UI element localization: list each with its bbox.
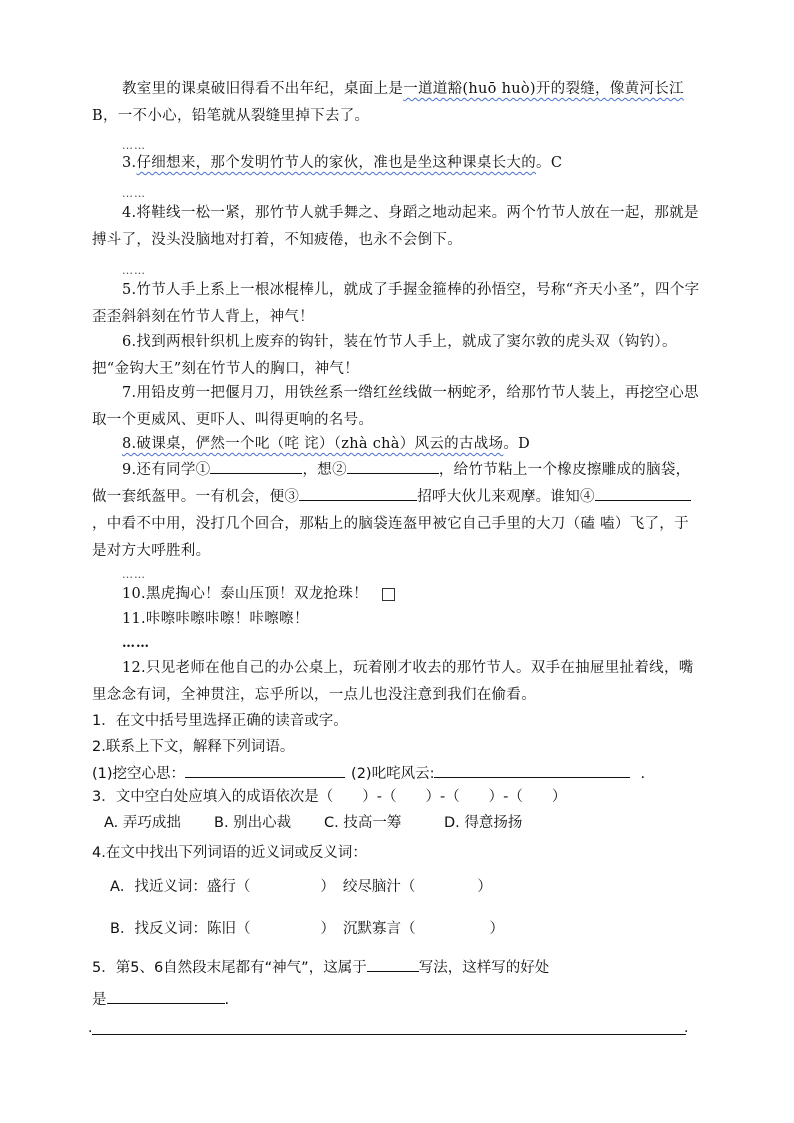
passage-paragraph-10 (92, 581, 702, 608)
question-4: 4.在文中找出下列词语的近义词或反义词： (92, 845, 367, 861)
paren-close: ） (477, 879, 492, 895)
passage-paragraph-7: 7.用铅皮剪一把偃月刀，用铁丝系一绺红丝线做一柄蛇矛，给那竹节人装上，再挖空心思取一个更威风、更吓人、叫得更响的名号。 (92, 385, 699, 428)
p3-wavy-text: 仔细想来，那个发明竹节人的家伙，准也是坐这种课桌长大的 (136, 155, 537, 171)
q4-word: 沉默寡言（ (342, 921, 416, 937)
intro-text: 教室里的课桌破旧得看不出年纪，桌面上是 (122, 81, 404, 97)
q5-text: 写法，这样写的好处 (418, 960, 550, 976)
idiom-blank-4[interactable] (595, 484, 691, 501)
blank-marker-2: ② (332, 462, 347, 478)
p9-text: 9.还有同学 (122, 462, 196, 478)
q4-word: 陈旧（ (206, 921, 251, 937)
idiom-blank-1[interactable] (210, 457, 302, 474)
ellipsis: …… (122, 264, 146, 277)
q5-text: 5．第5、6自然段末尾都有“神气”，这属于 (92, 960, 367, 976)
q4-a-label: A．找近义词： (110, 879, 207, 895)
passage-paragraph-12: 12.只见老师在他自己的办公桌上，玩着刚才收去的那竹节人。双手在抽屉里扯着线，嘴里念念有词，全神贯注，忘乎所以，一点儿也没注意到我们在偷看。 (92, 660, 694, 703)
blank-marker-4: ④ (580, 489, 595, 505)
p3-end: 。C (536, 155, 563, 171)
answer-field-q5-1[interactable] (367, 955, 419, 972)
q2-item-label: (1)挖空心思： (92, 766, 186, 782)
option-c[interactable]: C. 技高一筹 (324, 815, 402, 831)
intro-wavy-text: 一道道豁(huō huò)开的裂缝，像黄河长江 (403, 81, 684, 97)
option-b[interactable]: B. 别出心裁 (214, 815, 292, 831)
question-3-options (104, 812, 522, 834)
ellipsis: …… (122, 568, 146, 581)
q4-b-label: B．找反义词： (110, 921, 207, 937)
passage-paragraph-6: 6.找到两根针织机上废弃的钩针，装在竹节人手上，就成了窦尔敦的虎头双（钩钓）。把“金钩大王”刻在竹节人的胸口，神气！ (92, 334, 677, 377)
q5-text: 是 (92, 992, 107, 1008)
option-a[interactable]: A. 弄巧成拙 (104, 815, 181, 831)
answer-field-q5-2[interactable] (107, 987, 225, 1004)
paren-close: ） (489, 921, 504, 937)
q2-end-dot: . (640, 766, 646, 782)
p10-text: 10.黑虎掏心！泰山压顶！双龙抢珠！ (122, 586, 368, 602)
p9-text: ，想 (302, 462, 333, 478)
question-2-items (92, 761, 645, 785)
question-5 (92, 955, 549, 979)
q4-word: 盛行（ (206, 879, 251, 895)
paren-close: ） (320, 921, 335, 937)
p3-number: 3. (122, 155, 137, 171)
answer-field-q2-1[interactable] (185, 761, 345, 778)
p9-text: ，中看不中用，没打几个回合，那粘上的脑袋连盔甲被它自己手里的大刀（磕 嗑）飞了，于是对方大呼胜利。 (92, 516, 689, 559)
passage-paragraph-intro (92, 76, 702, 130)
question-3: 3．文中空白处应填入的成语依次是（ ）-（ ）-（ ）-（ ） (92, 789, 567, 805)
question-4-b (110, 918, 504, 940)
idiom-blank-2[interactable] (347, 457, 439, 474)
answer-line[interactable] (92, 1034, 686, 1035)
passage-paragraph-9 (92, 457, 702, 565)
line-end-dot: . (684, 1020, 689, 1036)
q2-item-label: (2)叱咤风云: (351, 766, 435, 782)
idiom-blank-3[interactable] (299, 484, 417, 501)
ellipsis: …… (122, 139, 146, 152)
p8-end: 。D (503, 436, 531, 452)
question-4-a (110, 876, 492, 898)
question-5-continued (92, 987, 229, 1011)
intro-text-end: B，一不小心，铅笔就从裂缝里掉下去了。 (92, 108, 370, 124)
p9-text: 招呼大伙儿来观摩。谁知 (417, 489, 581, 505)
question-2: 2.联系上下文，解释下列词语。 (92, 739, 295, 755)
paren-close: ） (320, 879, 335, 895)
p8-wavy-text: 8.破课桌，俨然一个叱（咤 诧）（zhà chà）风云的古战场 (122, 436, 504, 452)
q4-word: 绞尽脑汁（ (342, 879, 416, 895)
passage-paragraph-3 (92, 150, 702, 177)
ellipsis: …… (122, 636, 150, 651)
passage-paragraph-8 (92, 431, 702, 458)
p9-text: ，给竹节粘上一个橡皮擦雕成的脑袋，做一套纸盔甲。一有机会，便 (92, 462, 691, 505)
blank-marker-3: ③ (284, 489, 300, 505)
passage-paragraph-4: 4.将鞋线一松一紧，那竹节人就手舞之、身蹈之地动起来。两个竹节人放在一起，那就是搏斗了，没头没脑地对打着，不知疲倦，也永不会倒下。 (92, 205, 699, 248)
line-start-dot: . (88, 1020, 93, 1036)
answer-field-q2-2[interactable] (434, 761, 630, 778)
blank-marker-1: ① (195, 462, 211, 478)
question-1: 1．在文中括号里选择正确的读音或字。 (92, 713, 348, 729)
ellipsis: …… (122, 187, 146, 200)
passage-paragraph-5: 5.竹节人手上系上一根冰棍棒儿，就成了手握金箍棒的孙悟空，号称“齐天小圣”，四个字歪歪斜斜刻在竹节人背上，神气！ (92, 282, 700, 325)
option-d[interactable]: D. 得意扬扬 (444, 815, 523, 831)
checkbox-icon (382, 588, 395, 601)
q5-end-dot: . (224, 992, 230, 1008)
passage-paragraph-11: 11.咔嚓咔嚓咔嚓！咔嚓嚓！ (122, 611, 309, 627)
